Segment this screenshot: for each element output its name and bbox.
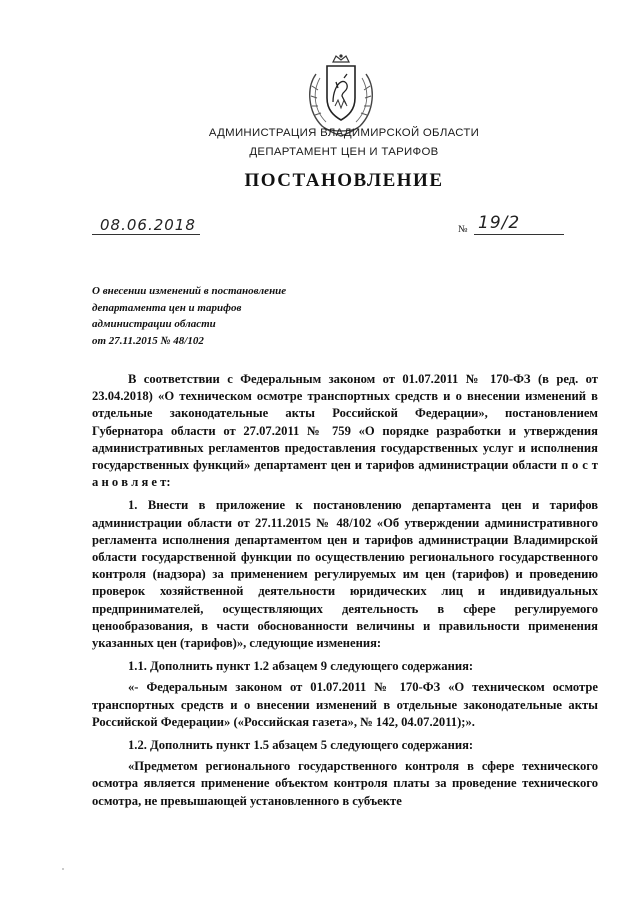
item-1-1-paragraph: 1.1. Дополнить пункт 1.2 абзацем 9 следующего содержания: — [128, 659, 474, 674]
item-1-paragraph: 1. Внести в приложение к постановлению департамента цен и тарифов администрации области от 27.11.2015 № 48/102 «Об утверждении административного регламента исполнения департаментом цен и тарифов администрации Владимирской области государственной функции по осуществлению регионального государственного контроля (надзора) за применением регулируемых им цен (тарифов) и проведению проверок хозяйственной деятельности юридических лиц и индивидуальных предпринимателей, осуществляющих деятельность в сфере регулируемого ценообразования, в части обоснованности величины и правильности применения указанных цен (тарифов)», следующие изменения: — [92, 498, 598, 651]
document-subject — [92, 283, 352, 349]
subject-line: департамента цен и тарифов — [92, 301, 242, 314]
quote-2-paragraph: «Предметом регионального государственного контроля в сфере технического осмотра является применение объектом контроля платы за проведение технического осмотра, не превышающей установленного в субъекте — [92, 759, 598, 808]
number-sign: № — [458, 224, 468, 235]
number-underline — [474, 234, 564, 235]
date-underline — [92, 234, 200, 235]
document-body — [92, 371, 598, 816]
document-title: ПОСТАНОВЛЕНИЕ — [244, 170, 444, 191]
scan-artifact — [62, 868, 64, 870]
quote-1-paragraph: «- Федеральным законом от 01.07.2011 № 170-ФЗ «О техническом осмотре транспортных средств и о внесении изменений в отдельные законодательные акты Российской Федерации» («Российская газета», № 142, 04.07.2011);». — [92, 680, 598, 729]
organization-name: АДМИНИСТРАЦИЯ ВЛАДИМИРСКОЙ ОБЛАСТИ — [208, 127, 480, 139]
department-name: ДЕПАРТАМЕНТ ЦЕН И ТАРИФОВ — [249, 146, 439, 158]
subject-line: от 27.11.2015 № 48/102 — [92, 334, 204, 347]
document-number: 19/2 — [478, 213, 521, 233]
subject-line: администрации области — [92, 318, 216, 330]
coat-of-arms-emblem — [300, 52, 382, 138]
preamble-paragraph: В соответствии с Федеральным законом от 01.07.2011 № 170-ФЗ (в ред. от 23.04.2018) «О техническом осмотре транспортных средств и о внесении изменений в отдельные законодательные акты Российской Федерации», постановлением Губернатора области от 27.07.2011 № 759 «О порядке разработки и утверждения административных регламентов предоставления государственных услуг и исполнения государственных функций» департамент цен и тарифов администрации области п о с т а н о в л я е т: — [92, 372, 598, 490]
subject-line: О внесении изменений в постановление — [92, 285, 287, 297]
document-date: 08.06.2018 — [100, 216, 196, 234]
item-1-2-paragraph: 1.2. Дополнить пункт 1.5 абзацем 5 следующего содержания: — [128, 738, 474, 753]
